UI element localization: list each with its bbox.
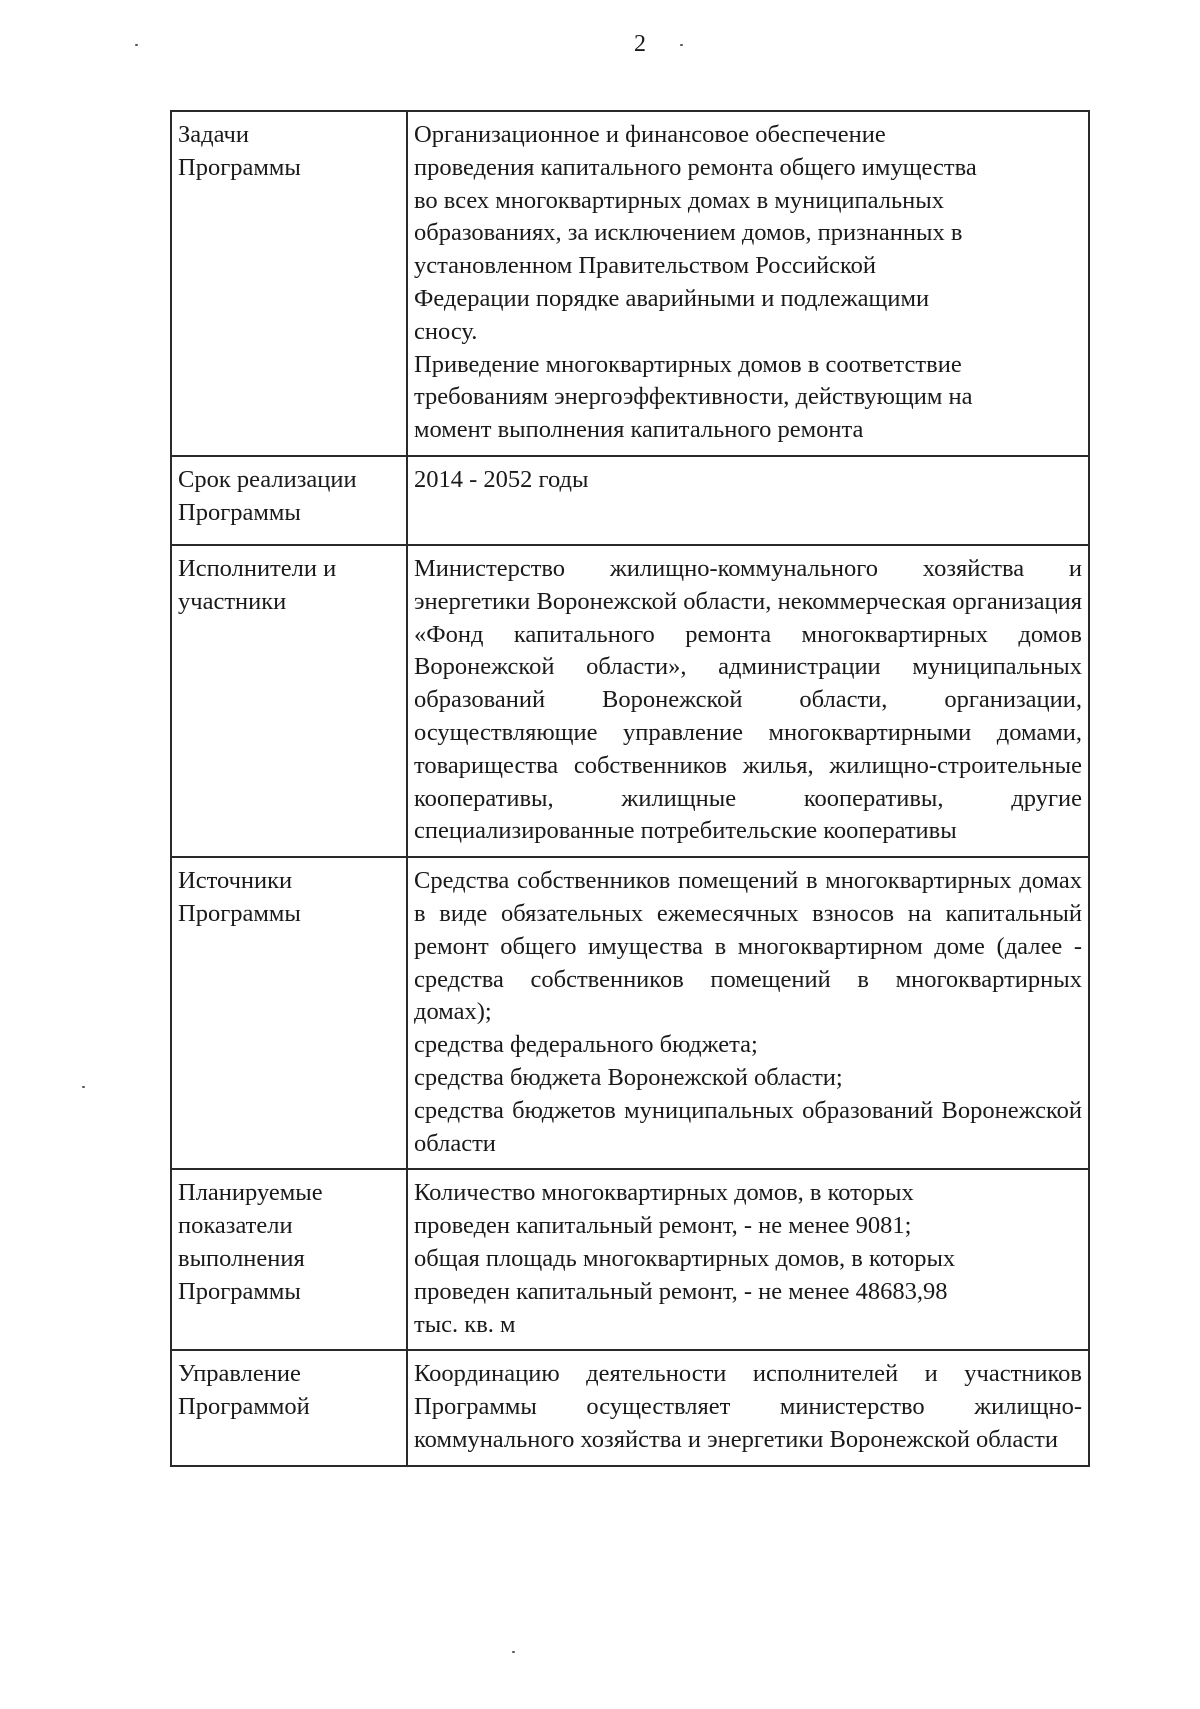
source-paragraph: средства бюджетов муниципальных образований Воронежской области [414,1096,1082,1157]
row-value: Количество многоквартирных домов, в которых проведен капитальный ремонт, - не менее 9081; общая площадь многоквартирных домов, в которых проведен капитальный ремонт, - не менее 48683,98 тыс. кв. м [407,1169,1089,1350]
scan-speck [512,1651,515,1653]
row-label: Планируемые показатели выполнения Программы [171,1169,407,1350]
table-row-term [171,456,1089,545]
row-value: 2014 - 2052 годы [407,456,1089,545]
table-row-sources [171,857,1089,1169]
table-row-tasks [171,111,1089,456]
row-label: Срок реализации Программы [171,456,407,545]
program-passport-table [170,110,1090,1467]
table-row-management [171,1350,1089,1465]
source-paragraph: средства федерального бюджета; [414,1031,758,1059]
row-value [407,857,1089,1169]
row-label: Задачи Программы [171,111,407,456]
table-row-executors [171,545,1089,857]
source-paragraph: средства бюджета Воронежской области; [414,1063,843,1091]
row-value: Координацию деятельности исполнителей и участников Программы осуществляет министерство жилищно-коммунального хозяйства и энергетики Воронежской области [407,1350,1089,1465]
row-value: Министерство жилищно-коммунального хозяйства и энергетики Воронежской области, некоммерческая организация «Фонд капитального ремонта многоквартирных домов Воронежской области», администрации муниципальных образований Воронежской области, организации, осуществляющие управление многоквартирными домами, товарищества собственников жилья, жилищно-строительные кооперативы, жилищные кооперативы, другие специализированные потребительские кооперативы [407,545,1089,857]
scan-speck [680,44,683,46]
row-label: Источники Программы [171,857,407,1169]
row-label: Исполнители и участники [171,545,407,857]
table-row-indicators [171,1169,1089,1350]
row-value: Организационное и финансовое обеспечение проведения капитального ремонта общего имущества во всех многоквартирных домах в муниципальных образованиях, за исключением домов, признанных в установленном Правительством Российской Федерации порядке аварийными и подлежащими сносу. Приведение многоквартирных домов в соответствие требованиям энергоэффективности, действующим на момент выполнения капитального ремонта [407,111,1089,456]
row-label: Управление Программой [171,1350,407,1465]
page-number: 2 [634,31,646,57]
scan-speck [135,44,138,46]
source-paragraph: Средства собственников помещений в многоквартирных домах в виде обязательных ежемесячных взносов на капитальный ремонт общего имущества в многоквартирном доме (далее - средства собственников помещений в многоквартирных домах); [414,867,1082,1026]
scan-speck [82,1086,85,1088]
